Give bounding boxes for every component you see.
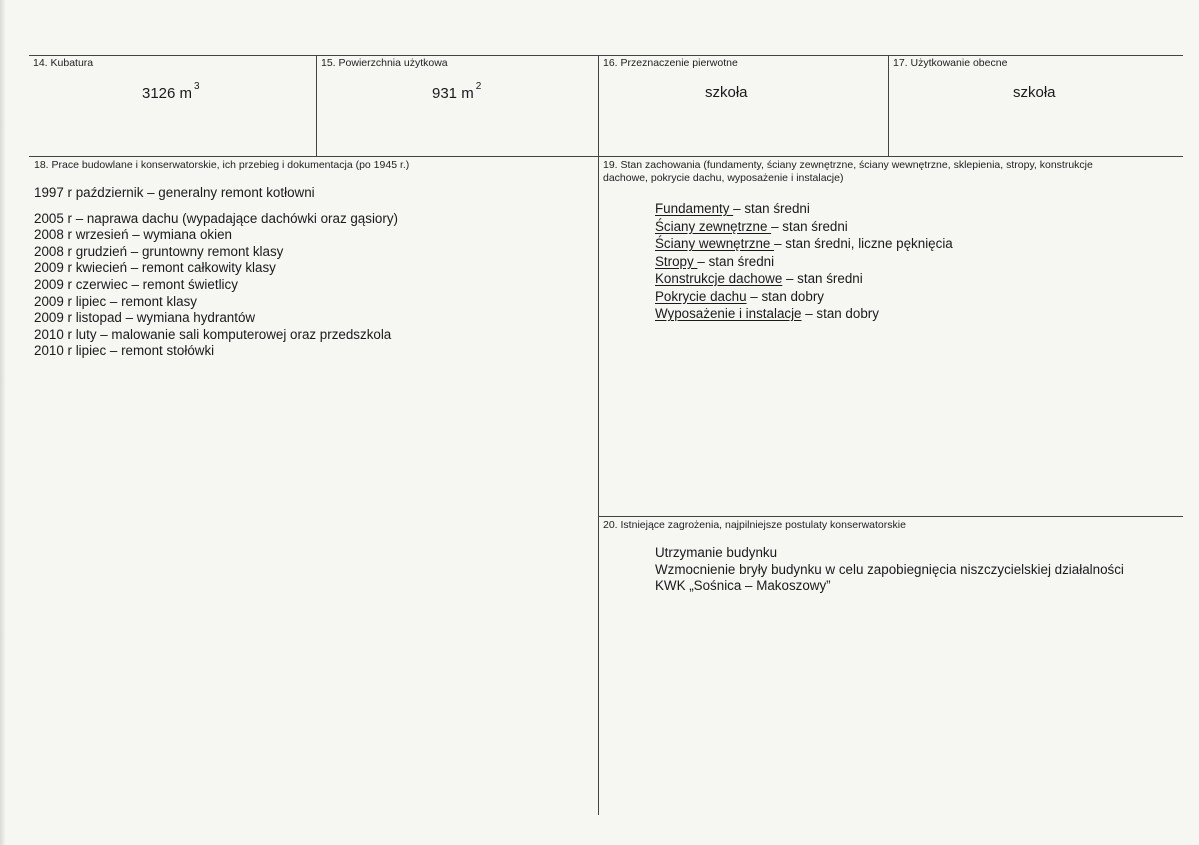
stan-item bbox=[655, 218, 953, 236]
stan-item-rating: – stan średni bbox=[771, 218, 848, 234]
zagrozenia-caption: 20. Istniejące zagrożenia, najpilniejsze postulaty konserwatorskie bbox=[603, 519, 906, 531]
prace-item: 1997 r październik – generalny remont kotłowni bbox=[34, 185, 315, 200]
zagrozenia-item: Utrzymanie budynku bbox=[655, 545, 778, 560]
prace-item: 2009 r lipiec – remont klasy bbox=[34, 293, 197, 309]
col-divider-main bbox=[598, 55, 599, 815]
prace-item: 2009 r czerwiec – remont świetlicy bbox=[34, 276, 238, 292]
stan-item bbox=[655, 305, 953, 323]
stan-item-rating: – stan dobry bbox=[801, 306, 879, 321]
zagrozenia-item: KWK „Sośnica – Makoszowy” bbox=[655, 578, 831, 594]
row-divider bbox=[29, 156, 1183, 157]
zagrozenia-list bbox=[655, 545, 1124, 595]
col-divider-1 bbox=[316, 55, 317, 156]
kubatura-unit-exponent: 3 bbox=[194, 81, 200, 92]
prace-item: 2010 r luty – malowanie sali komputerowej oraz przedszkola bbox=[34, 326, 392, 342]
powierzchnia-value bbox=[432, 81, 482, 102]
stan-item bbox=[655, 270, 953, 288]
prace-item: 2008 r wrzesień – wymiana okien bbox=[34, 227, 232, 243]
stan-item-rating: – stan średni bbox=[782, 271, 863, 286]
prace-caption: 18. Prace budowlane i konserwatorskie, ich przebieg i dokumentacja (po 1945 r.) bbox=[34, 159, 410, 171]
stan-item-label: Ściany wewnętrzne bbox=[655, 236, 775, 251]
stan-item-label: Pokrycie dachu bbox=[655, 288, 747, 304]
powierzchnia-caption: 15. Powierzchnia użytkowa bbox=[321, 57, 448, 69]
prace-item: 2009 r kwiecień – remont całkowity klasy bbox=[34, 260, 276, 276]
kubatura-value bbox=[142, 81, 200, 102]
stan-item bbox=[655, 253, 953, 271]
powierzchnia-number: 931 m bbox=[432, 85, 474, 102]
col-divider-3 bbox=[888, 55, 889, 156]
prace-item: 2010 r lipiec – remont stołówki bbox=[34, 343, 215, 359]
przeznaczenie-value: szkoła bbox=[705, 84, 748, 101]
stan-list bbox=[655, 200, 953, 323]
stan-item-rating: – stan średni bbox=[733, 201, 810, 216]
stan-item-rating: – stan średni, liczne pęknięcia bbox=[774, 236, 953, 251]
stan-item bbox=[655, 235, 953, 253]
prace-list bbox=[34, 185, 398, 360]
zagrozenia-item: Wzmocnienie bryły budynku w celu zapobiegnięcia niszczycielskiej działalności bbox=[655, 561, 1124, 577]
prace-item: 2009 r listopad – wymiana hydrantów bbox=[34, 310, 256, 326]
przeznaczenie-caption: 16. Przeznaczenie pierwotne bbox=[603, 57, 738, 69]
stan-item-label: Stropy bbox=[655, 253, 698, 269]
section-20-divider bbox=[599, 516, 1183, 517]
stan-item bbox=[655, 288, 953, 306]
prace-item: 2008 r grudzień – gruntowny remont klasy bbox=[34, 243, 284, 259]
stan-item-label: Konstrukcje dachowe bbox=[655, 271, 783, 286]
uzytkowanie-caption: 17. Użytkowanie obecne bbox=[893, 57, 1008, 69]
stan-caption: 19. Stan zachowania (fundamenty, ściany zewnętrzne, ściany wewnętrzne, sklepienia, stropy, konstrukcje dachowe, pokrycie dachu, wyposażenie i instalacje) bbox=[603, 159, 1093, 184]
top-border bbox=[29, 55, 1183, 56]
stan-item-rating: – stan dobry bbox=[746, 288, 824, 304]
stan-item bbox=[655, 200, 953, 218]
kubatura-caption: 14. Kubatura bbox=[33, 57, 94, 69]
stan-item-label: Wyposażenie i instalacje bbox=[655, 306, 802, 321]
stan-item-label: Fundamenty bbox=[655, 201, 734, 216]
powierzchnia-unit-exponent: 2 bbox=[475, 81, 482, 92]
scan-edge bbox=[0, 0, 6, 845]
stan-item-rating: – stan średni bbox=[697, 253, 775, 269]
kubatura-number: 3126 m bbox=[142, 85, 193, 102]
prace-item: 2005 r – naprawa dachu (wypadające dachówki oraz gąsiory) bbox=[34, 210, 398, 226]
uzytkowanie-value: szkoła bbox=[1013, 84, 1056, 101]
stan-item-label: Ściany zewnętrzne bbox=[655, 218, 772, 234]
